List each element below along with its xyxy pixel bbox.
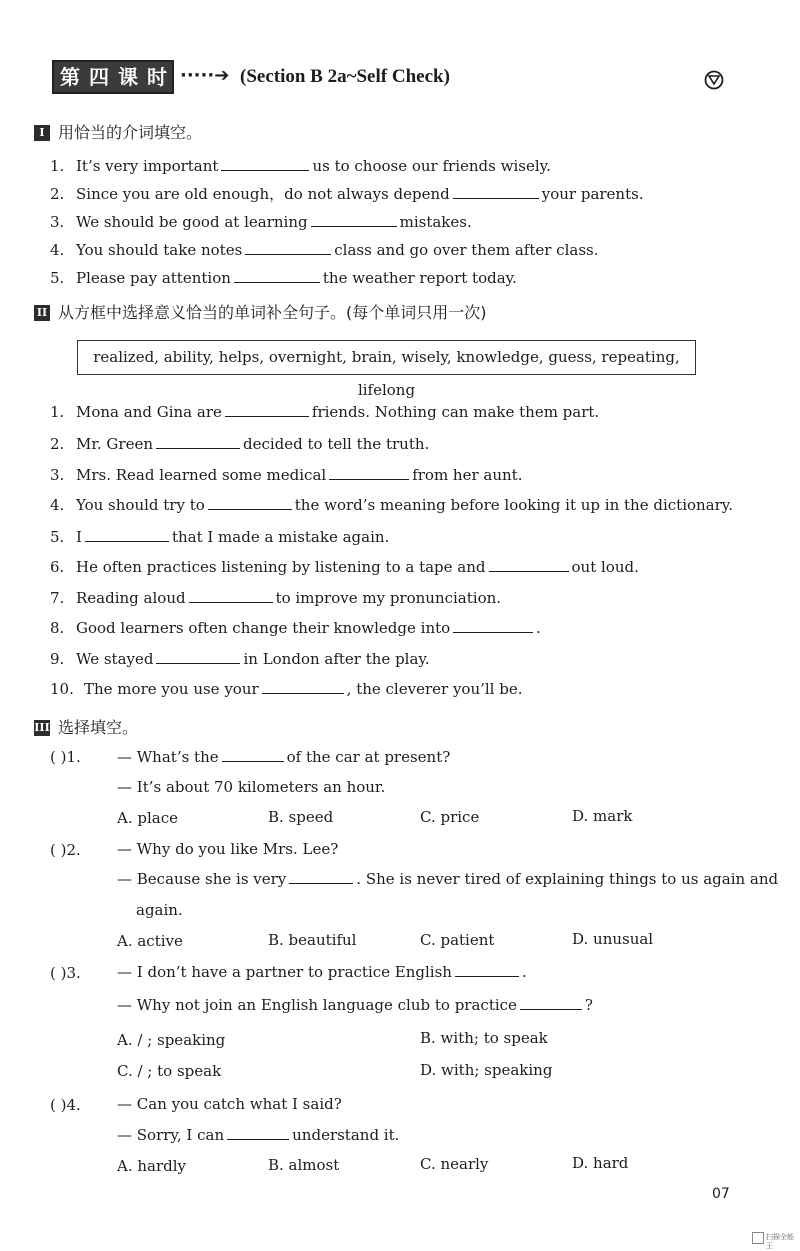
option-b[interactable]: B. beautiful [268, 931, 357, 949]
item-text: It’s very important [76, 157, 219, 175]
item-text: . [536, 619, 541, 637]
exercise-item [50, 434, 429, 454]
item-text: friends. Nothing can make them part. [311, 403, 600, 421]
item-text: Mrs. Read learned some medical [76, 466, 327, 484]
item-number: 4. [50, 496, 65, 514]
item-number: 10. [50, 680, 74, 698]
item-text: mistakes. [399, 213, 472, 231]
question-text: — Why do you like Mrs. Lee? [117, 840, 339, 858]
exercise-item [50, 679, 522, 699]
item-number: 2. [50, 185, 65, 203]
exercise-item [50, 527, 389, 547]
answer-blank[interactable] [329, 465, 409, 480]
item-text: You should try to [76, 496, 205, 514]
item-text: He often practices listening by listening to a tape and [76, 558, 486, 576]
question-text: — I don’t have a partner to practice English [117, 963, 452, 981]
answer-blank[interactable] [234, 268, 320, 283]
answer-blank[interactable] [208, 495, 292, 510]
option-d[interactable]: D. unusual [572, 930, 654, 948]
option-d[interactable]: D. hard [572, 1154, 629, 1172]
answer-blank[interactable] [453, 184, 539, 199]
exercise-item [50, 588, 501, 608]
option-b[interactable]: B. with; to speak [420, 1029, 548, 1047]
question-text: . She is never tired of explaining things to us again and [356, 870, 779, 888]
item-text: , the cleverer you’ll be. [346, 680, 523, 698]
answer-blank[interactable] [520, 995, 582, 1010]
item-text: the weather report today. [322, 269, 517, 287]
item-text: out loud. [571, 558, 639, 576]
item-number: 3. [50, 466, 65, 484]
exercise-item [50, 465, 522, 485]
item-text: Please pay attention [76, 269, 231, 287]
question-text: understand it. [292, 1126, 400, 1144]
lesson-char: 第 [60, 65, 80, 89]
item-number: 1. [50, 157, 65, 175]
question-text: again. [136, 901, 183, 919]
answer-blank[interactable] [245, 240, 331, 255]
item-number: 2. [50, 435, 65, 453]
option-a[interactable]: A. hardly [117, 1157, 187, 1175]
question-text: — What’s the [117, 748, 219, 766]
option-c[interactable]: C. / ; to speak [117, 1062, 222, 1080]
word-bank-box: realized, ability, helps, overnight, brain, wisely, knowledge, guess, repeating, lifelong [77, 340, 696, 375]
item-number: 1. [50, 403, 65, 421]
item-text: to improve my pronunciation. [275, 589, 502, 607]
item-number: 5. [50, 269, 65, 287]
option-a[interactable]: A. / ; speaking [117, 1031, 226, 1049]
exercise-item [50, 212, 472, 232]
item-text: We stayed [76, 650, 154, 668]
part-badge: II [34, 305, 50, 321]
answer-blank[interactable] [225, 402, 309, 417]
question-text: of the car at present? [286, 748, 451, 766]
lesson-char: 四 [89, 65, 109, 89]
exercise-item [50, 649, 430, 669]
question-text: ? [584, 996, 593, 1014]
question-text: . [521, 963, 527, 981]
question-text: — Because she is very [117, 870, 287, 888]
exercise-item [50, 402, 599, 422]
item-number: 4. [50, 241, 65, 259]
question-line [117, 1125, 399, 1145]
option-a[interactable]: A. active [117, 932, 183, 950]
answer-blank[interactable] [227, 1125, 289, 1140]
answer-blank[interactable] [156, 649, 240, 664]
item-number: 7. [50, 589, 65, 607]
item-number: 6. [50, 558, 65, 576]
answer-blank[interactable] [453, 618, 533, 633]
play-down-icon [704, 70, 724, 90]
item-number: 3. [50, 213, 65, 231]
option-a[interactable]: A. place [117, 809, 178, 827]
option-c[interactable]: C. price [420, 808, 480, 826]
answer-blank[interactable] [85, 527, 169, 542]
exercise-item [50, 618, 541, 638]
exercise-item [50, 557, 639, 577]
lesson-char: 课 [118, 65, 138, 89]
item-number: 5. [50, 528, 65, 546]
option-c[interactable]: C. nearly [420, 1155, 489, 1173]
arrow-icon: ·····➔ [180, 65, 230, 86]
item-text: from her aunt. [412, 466, 523, 484]
part-title: 用恰当的介词填空。 [58, 123, 203, 142]
page-number: 07 [712, 1186, 730, 1202]
exercise-item [50, 240, 598, 260]
item-text: Since you are old enough，do not always depend [76, 185, 450, 203]
answer-blank[interactable] [189, 588, 273, 603]
item-text: I [76, 528, 82, 546]
item-text: your parents. [541, 185, 644, 203]
item-text: class and go over them after class. [334, 241, 599, 259]
item-text: in London after the play. [243, 650, 430, 668]
item-text: that I made a mistake again. [171, 528, 390, 546]
exercise-item [50, 184, 644, 204]
question-text: — Why not join an English language club to practice [117, 996, 517, 1014]
item-text: We should be good at learning [76, 213, 308, 231]
watermark-text: 扫描全能王 [766, 1233, 794, 1250]
part-badge: III [34, 721, 50, 734]
answer-blank[interactable] [222, 747, 284, 762]
item-text: decided to tell the truth. [243, 435, 430, 453]
question-text: — Sorry, I can [117, 1126, 225, 1144]
item-text: Mona and Gina are [76, 403, 222, 421]
item-text: Reading aloud [76, 589, 186, 607]
question-text: — It’s about 70 kilometers an hour. [117, 778, 386, 796]
scanner-logo-icon [752, 1232, 764, 1244]
answer-blank[interactable] [455, 962, 519, 977]
question-number: ( )3. [50, 964, 81, 982]
item-text: The more you use your [84, 680, 259, 698]
part-title: 选择填空。 [58, 718, 139, 737]
question-line [117, 869, 778, 889]
item-text: Mr. Green [76, 435, 153, 453]
answer-blank[interactable] [221, 156, 309, 171]
option-d[interactable]: D. mark [572, 807, 633, 825]
option-c[interactable]: C. patient [420, 931, 495, 949]
option-b[interactable]: B. almost [268, 1156, 340, 1174]
question-number: ( )2. [50, 841, 81, 859]
part-badge: I [34, 125, 50, 141]
question-text: — Can you catch what I said? [117, 1095, 342, 1113]
item-number: 8. [50, 619, 65, 637]
question-line [117, 747, 450, 767]
lesson-char: 时 [147, 65, 167, 89]
exercise-item [50, 156, 551, 176]
answer-blank[interactable] [289, 869, 353, 884]
question-number: ( )1. [50, 748, 81, 766]
item-text: You should take notes [76, 241, 243, 259]
question-line [117, 962, 527, 982]
answer-blank[interactable] [262, 679, 344, 694]
question-number: ( )4. [50, 1096, 81, 1114]
section-title: (Section B 2a~Self Check) [240, 66, 450, 87]
question-line [117, 995, 593, 1015]
lesson-label [52, 60, 174, 94]
option-d[interactable]: D. with; speaking [420, 1061, 553, 1079]
item-number: 9. [50, 650, 65, 668]
item-text: the word’s meaning before looking it up in the dictionary. [294, 496, 734, 514]
item-text: Good learners often change their knowledge into [76, 619, 451, 637]
answer-blank[interactable] [489, 557, 569, 572]
exercise-item [50, 495, 733, 515]
exercise-item [50, 268, 517, 288]
option-b[interactable]: B. speed [268, 808, 334, 826]
answer-blank[interactable] [156, 434, 240, 449]
part-title: 从方框中选择意义恰当的单词补全句子。(每个单词只用一次) [58, 303, 487, 322]
answer-blank[interactable] [311, 212, 397, 227]
item-text: us to choose our friends wisely. [312, 157, 551, 175]
